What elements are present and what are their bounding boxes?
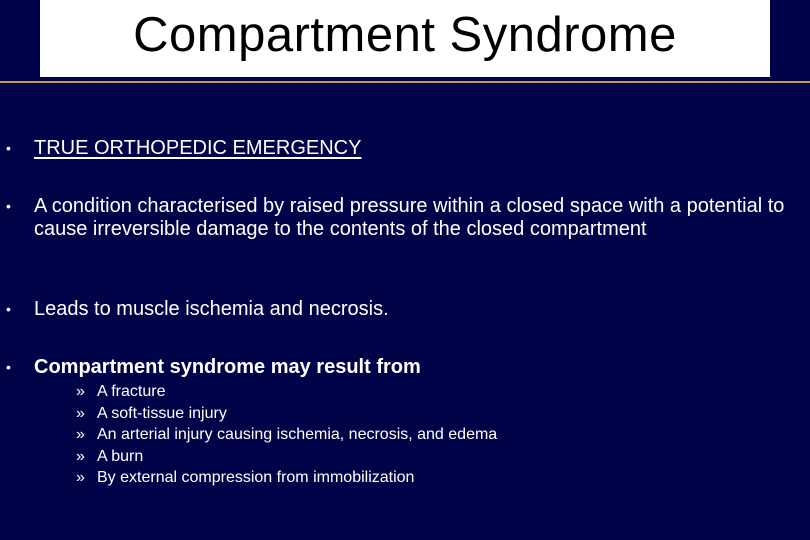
bullet-text: Compartment syndrome may result from xyxy=(34,356,421,378)
bullet-text: TRUE ORTHOPEDIC EMERGENCY xyxy=(34,137,362,159)
sub-item-text: By external compression from immobilization xyxy=(97,469,415,486)
sub-marker: » xyxy=(76,469,85,486)
sub-marker: » xyxy=(76,383,85,400)
sub-item-text: An arterial injury causing ischemia, necrosis, and edema xyxy=(97,426,498,443)
sub-marker: » xyxy=(76,404,85,422)
title-box xyxy=(40,0,770,77)
sub-item-text: A fracture xyxy=(97,383,166,400)
sub-marker: » xyxy=(76,426,85,443)
bullet-marker: • xyxy=(6,140,11,156)
bullet-marker: • xyxy=(6,198,11,214)
sub-item-text: A soft-tissue injury xyxy=(97,404,227,422)
title-divider xyxy=(0,81,810,83)
bullet-marker: • xyxy=(6,301,11,317)
bullet-text: Leads to muscle ischemia and necrosis. xyxy=(34,298,389,320)
bullet-text: A condition characterised by raised pressure within a closed space with a potential to cause irreversible damage to the contents of the closed compartment xyxy=(34,195,785,240)
sub-marker: » xyxy=(76,447,85,465)
bullet-marker: • xyxy=(6,359,11,375)
sub-item-text: A burn xyxy=(97,447,144,465)
slide-title: Compartment Syndrome xyxy=(133,8,677,62)
